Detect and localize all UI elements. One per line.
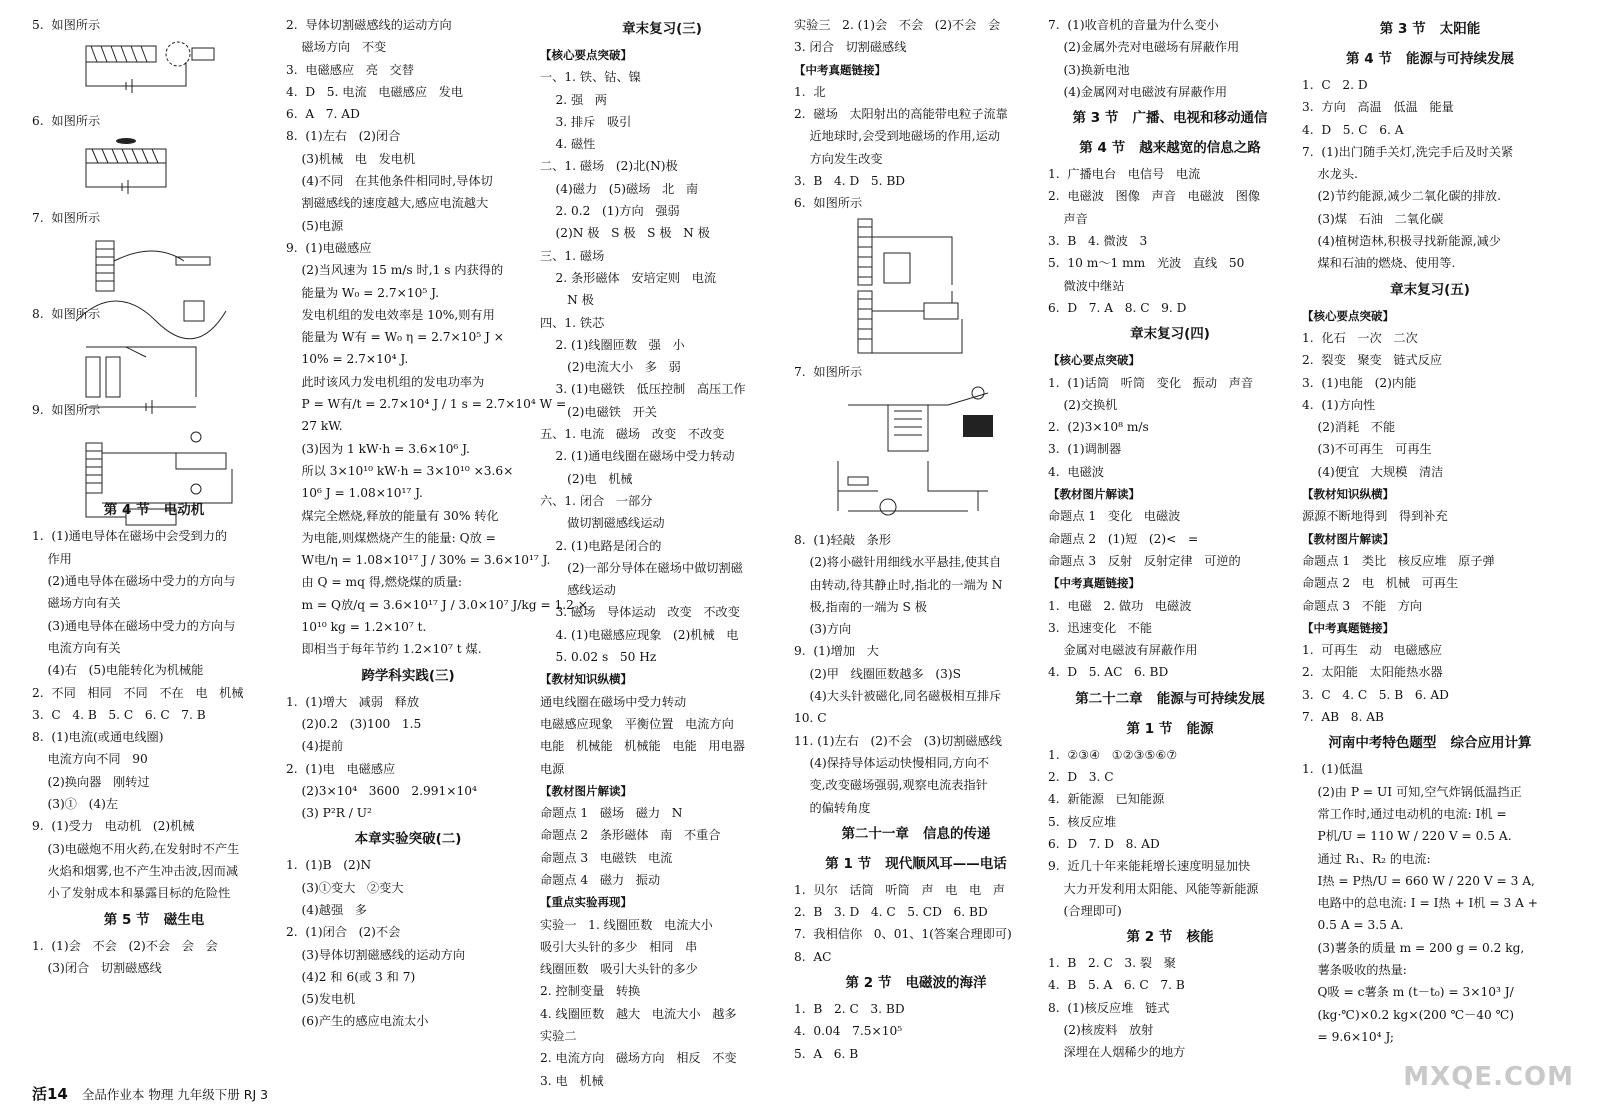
answer-line: 二、1. 磁场 (2)北(N)极 bbox=[540, 159, 678, 174]
answer-line: 所以 3×10¹⁰ kW·h = 3×10¹⁰ ×3.6× bbox=[286, 463, 514, 478]
answer-line: (3)机械 电 发电机 bbox=[286, 151, 416, 166]
answer-line: 8. (1)左右 (2)闭合 bbox=[286, 129, 401, 144]
answer-line: (2)0.2 (3)100 1.5 bbox=[286, 716, 422, 731]
answer-line: 命题点 1 类比 核反应堆 原子弹 bbox=[1302, 553, 1495, 568]
answer-line: 2. 条形磁体 安培定则 电流 bbox=[540, 270, 717, 285]
answer-line: 深埋在人烟稀少的地方 bbox=[1048, 1045, 1186, 1060]
answer-line: 通电线圈在磁场中受力转动 bbox=[540, 694, 687, 709]
answer-line: (2)电磁铁 开关 bbox=[540, 404, 657, 419]
answer-line: 9. (1)受力 电动机 (2)机械 bbox=[32, 819, 195, 834]
answer-line: 实验二 bbox=[540, 1029, 577, 1044]
answer-line: 4. 磁性 bbox=[540, 137, 596, 152]
answer-line: 3. 迅速变化 不能 bbox=[1048, 620, 1153, 635]
answer-line: W电/η = 1.08×10¹⁷ J / 30% = 3.6×10¹⁷ J. bbox=[286, 553, 551, 568]
answer-line: (合理即可) bbox=[1048, 903, 1122, 918]
answer-line: 3. (1)电磁铁 低压控制 高压工作 bbox=[540, 382, 746, 397]
answer-line: 命题点 2 (1)短 (2)< = bbox=[1048, 531, 1199, 546]
answer-line: 1. (1)话筒 听筒 变化 振动 声音 bbox=[1048, 375, 1254, 390]
answer-line: 2. (1)电路是闭合的 bbox=[540, 538, 662, 553]
answer-line: m = Q放/q = 3.6×10¹⁷ J / 3.0×10⁷ J/kg = 1.2 × bbox=[286, 597, 589, 612]
answer-line: 6. 如图所示 bbox=[32, 114, 101, 129]
answer-line: 3. B 4. D 5. BD bbox=[794, 174, 906, 189]
section-heading: 章末复习(四) bbox=[1130, 326, 1210, 343]
answer-line: 2. 0.2 (1)方向 强弱 bbox=[540, 204, 680, 219]
answer-line: 4. (1)电磁感应现象 (2)机械 电 bbox=[540, 627, 739, 642]
section-heading: 第 4 节 电动机 bbox=[103, 502, 205, 519]
section-tag: 【教材图片解读】 bbox=[1048, 487, 1140, 502]
answer-line: 1. B 2. C 3. 裂 聚 bbox=[1048, 956, 1176, 971]
section-tag: 【核心要点突破】 bbox=[1048, 353, 1140, 368]
section-heading: 第二十二章 能源与可持续发展 bbox=[1075, 690, 1265, 707]
answer-line: 4. B 5. A 6. C 7. B bbox=[1048, 978, 1185, 993]
answer-line: 1. (1)通电导体在磁场中会受到力的 bbox=[32, 529, 228, 544]
answer-line: 1. C 2. D bbox=[1302, 78, 1368, 92]
answer-line: 命题点 3 不能 方向 bbox=[1302, 598, 1423, 613]
answer-line: 实验一 1. 线圈匝数 电流大小 bbox=[540, 917, 713, 932]
answer-line: 2. (1)线圈匝数 强 小 bbox=[540, 337, 685, 352]
answer-line: 命题点 3 反射 反射定律 可逆的 bbox=[1048, 553, 1241, 568]
figure-diagram bbox=[66, 423, 276, 493]
figure-diagram bbox=[828, 457, 1038, 527]
section-heading: 第 3 节 太阳能 bbox=[1379, 21, 1481, 37]
answer-line: 6. 如图所示 bbox=[794, 196, 863, 211]
answer-line: (3)不可再生 可再生 bbox=[1302, 442, 1432, 457]
answer-line: (2)换向器 刚转过 bbox=[32, 774, 150, 789]
answer-column bbox=[540, 14, 784, 1092]
section-tag: 【中考真题链接】 bbox=[1048, 576, 1140, 591]
answer-line: 3. C 4. B 5. C 6. C 7. B bbox=[32, 707, 206, 722]
answer-line: = 9.6×10⁴ J; bbox=[1302, 1029, 1394, 1044]
answer-line: 微波中继站 bbox=[1048, 278, 1125, 293]
section-tag: 【教材知识纵横】 bbox=[1302, 487, 1394, 502]
answer-line: 2. (1)通电线圈在磁场中受力转动 bbox=[540, 449, 735, 464]
answer-line: 2. (1)电 电磁感应 bbox=[286, 761, 396, 776]
answer-line: 9. (1)增加 大 bbox=[794, 644, 879, 659]
answer-line: I热 = P热/U = 660 W / 220 V = 3 A, bbox=[1302, 873, 1535, 888]
answer-line: 6. D 7. D 8. AD bbox=[1048, 836, 1160, 851]
answer-line: 五、1. 电流 磁场 改变 不改变 bbox=[540, 427, 725, 442]
answer-line: (4)大头针被磁化,同名磁极相互排斥 bbox=[794, 689, 1002, 704]
answer-line: 此时该风力发电机组的发电功率为 bbox=[286, 374, 485, 389]
answer-line: 源源不断地得到 得到补充 bbox=[1302, 509, 1448, 524]
section-tag: 【教材图片解读】 bbox=[1302, 531, 1394, 546]
answer-line: 火焰和烟雾,也不产生冲击波,因而减 bbox=[32, 863, 239, 878]
answer-line: 7. 我相信你 0、01、1(答案合理即可) bbox=[794, 927, 1012, 942]
section-tag: 【教材图片解读】 bbox=[540, 783, 632, 798]
book-info: 全品作业本 物理 九年级下册 RJ 3 bbox=[81, 1087, 269, 1102]
answer-line: 水龙头. bbox=[1302, 167, 1358, 182]
answer-column bbox=[794, 14, 1038, 1065]
answer-line: 薯条吸收的热量: bbox=[1302, 962, 1407, 977]
answer-line: 电流方向不同 90 bbox=[32, 752, 148, 767]
answer-line: (2)交换机 bbox=[1048, 397, 1118, 412]
answer-line: 8. 如图所示 bbox=[32, 306, 101, 321]
section-tag: 【中考真题链接】 bbox=[794, 62, 886, 77]
answer-line: 10⁶ J = 1.08×10¹⁷ J. bbox=[286, 486, 423, 501]
answer-line: (kg·℃)×0.2 kg×(200 ℃－40 ℃) bbox=[1302, 1007, 1515, 1022]
answer-line: (2)节约能源,减少二氧化碳的排放. bbox=[1302, 189, 1501, 204]
section-heading: 章末复习(三) bbox=[622, 21, 702, 37]
answer-line: 即相当于每年节约 1.2×10⁷ t 煤. bbox=[286, 642, 482, 657]
answer-line: 2. (1)闭合 (2)不会 bbox=[286, 925, 401, 940]
answer-line: N 极 bbox=[540, 293, 594, 308]
answer-line: (3)闭合 切割磁感线 bbox=[32, 960, 162, 975]
section-heading: 第 2 节 电磁波的海洋 bbox=[845, 975, 987, 992]
answer-line: 4. D 5. C 6. A bbox=[1302, 122, 1404, 137]
answer-line: (2)由 P = UI 可知,空气炸锅低温挡正 bbox=[1302, 784, 1522, 799]
figure-diagram bbox=[66, 38, 276, 108]
answer-line: 8. (1)电流(或通电线圈) bbox=[32, 730, 164, 745]
answer-line: (3)通电导体在磁场中受力的方向与 bbox=[32, 618, 236, 633]
answer-line: 4. 电磁波 bbox=[1048, 464, 1104, 479]
answer-line: 5. 10 m～1 mm 光波 直线 50 bbox=[1048, 256, 1245, 271]
answer-line: 2. B 3. D 4. C 5. CD 6. BD bbox=[794, 905, 988, 920]
figure-diagram bbox=[828, 385, 1038, 455]
section-heading: 第 4 节 能源与可持续发展 bbox=[1346, 51, 1514, 67]
answer-line: 11. (1)左右 (2)不会 (3)切割磁感线 bbox=[794, 733, 1002, 748]
answer-line: (4)保持导体运动快慢相同,方向不 bbox=[794, 755, 990, 770]
answer-line: 3. 电 机械 bbox=[540, 1073, 604, 1088]
section-heading: 跨学科实践(三) bbox=[361, 667, 455, 684]
answer-line: 7. 如图所示 bbox=[32, 210, 101, 225]
answer-line: 8. (1)核反应堆 链式 bbox=[1048, 1000, 1170, 1015]
answer-line: 3. C 4. C 5. B 6. AD bbox=[1302, 687, 1449, 702]
section-tag: 【核心要点突破】 bbox=[1302, 308, 1394, 323]
answer-line: (4)不同 在其他条件相同时,导体切 bbox=[286, 174, 493, 189]
section-heading: 本章实验突破(二) bbox=[354, 831, 462, 848]
answer-line: 煤和石油的燃烧、使用等. bbox=[1302, 256, 1456, 271]
answer-line: 4. 新能源 已知能源 bbox=[1048, 792, 1165, 807]
answer-line: 5. 如图所示 bbox=[32, 18, 101, 32]
section-tag: 【中考真题链接】 bbox=[1302, 620, 1394, 635]
answer-line: (3)薯条的质量 m = 200 g = 0.2 kg, bbox=[1302, 940, 1525, 955]
answer-line: 3. B 4. 微波 3 bbox=[1048, 234, 1148, 249]
answer-line: 2. 电磁波 图像 声音 电磁波 图像 bbox=[1048, 189, 1261, 204]
answer-line: 4. (1)方向性 bbox=[1302, 397, 1376, 412]
answer-line: (6)产生的感应电流太小 bbox=[286, 1014, 429, 1029]
answer-line: (2)将小磁针用细线水平悬挂,使其自 bbox=[794, 555, 1002, 570]
answer-line: 由 Q = mq 得,燃烧煤的质量: bbox=[286, 575, 463, 590]
answer-line: (4)越强 多 bbox=[286, 902, 367, 917]
answer-line: (4)磁力 (5)磁场 北 南 bbox=[540, 181, 699, 196]
answer-line: 9. (1)电磁感应 bbox=[286, 240, 372, 255]
answer-line: (4)金属网对电磁波有屏蔽作用 bbox=[1048, 84, 1228, 99]
answer-line: 7. (1)收音机的音量为什么变小 bbox=[1048, 18, 1219, 32]
answer-line: 5. 0.02 s 50 Hz bbox=[540, 650, 657, 665]
answer-line: 3. 闭合 切割磁感线 bbox=[794, 40, 907, 55]
answer-line: 磁场方向有关 bbox=[32, 596, 121, 611]
answer-line: (2)通电导体在磁场中受力的方向与 bbox=[32, 574, 236, 589]
answer-line: 5. A 6. B bbox=[794, 1046, 859, 1061]
answer-line: 3. 方向 高温 低温 能量 bbox=[1302, 100, 1454, 115]
answer-line: 1. (1)低温 bbox=[1302, 762, 1364, 777]
answer-line: (3)电磁炮不用火药,在发射时不产生 bbox=[32, 841, 240, 856]
answer-line: 电能 机械能 机械能 电能 用电器 bbox=[540, 739, 745, 754]
answer-line: (5)发电机 bbox=[286, 992, 356, 1007]
answer-line: (4)便宜 大规模 清洁 bbox=[1302, 464, 1444, 479]
answer-line: 2. 导体切割磁感线的运动方向 bbox=[286, 18, 452, 32]
answer-line: 7. AB 8. AB bbox=[1302, 710, 1385, 725]
answer-line: 9. 近几十年来能耗增长速度明显加快 bbox=[1048, 859, 1251, 874]
answer-line: P = W有/t = 2.7×10⁴ J / 1 s = 2.7×10⁴ W = bbox=[286, 397, 567, 412]
answer-line: 常工作时,通过电动机的电流: I机 = bbox=[1302, 806, 1507, 821]
answer-line: (3)方向 bbox=[794, 622, 852, 637]
answer-line: 实验三 2. (1)会 不会 (2)不会 会 bbox=[794, 18, 1001, 32]
section-heading: 第 4 节 越来越宽的信息之路 bbox=[1079, 140, 1261, 157]
answer-line: 作用 bbox=[32, 551, 72, 566]
answer-line: (2)3×10⁴ 3600 2.991×10⁴ bbox=[286, 783, 477, 798]
answer-line: 9. 如图所示 bbox=[32, 403, 101, 418]
answer-line: 能量为 W有 = W₀ η = 2.7×10⁵ J × bbox=[286, 330, 504, 345]
answer-line: 1. (1)增大 减弱 释放 bbox=[286, 694, 420, 709]
answer-line: 的偏转角度 bbox=[794, 800, 871, 815]
answer-line: 煤完全燃烧,释放的能量有 30% 转化 bbox=[286, 508, 499, 523]
answer-line: 3. 排斥 吸引 bbox=[540, 114, 632, 129]
section-heading: 第 1 节 能源 bbox=[1126, 720, 1214, 737]
answer-line: (4)提前 bbox=[286, 739, 344, 754]
section-heading: 第 3 节 广播、电视和移动通信 bbox=[1072, 110, 1268, 127]
answer-line: 4. 线圈匝数 越大 电流大小 越多 bbox=[540, 1006, 737, 1021]
section-tag: 【核心要点突破】 bbox=[540, 48, 632, 62]
answer-line: 1. 广播电台 电信号 电流 bbox=[1048, 167, 1201, 182]
answer-line: 声音 bbox=[1048, 211, 1088, 226]
answer-line: 2. D 3. C bbox=[1048, 770, 1114, 785]
figure-diagram bbox=[828, 289, 1038, 359]
answer-line: (2)甲 线圈匝数越多 (3)S bbox=[794, 666, 961, 681]
answer-line: 3. 磁场 导体运动 改变 不改变 bbox=[540, 605, 740, 620]
answer-line: 1. B 2. C 3. BD bbox=[794, 1002, 905, 1017]
answer-line: 1. 化石 一次 二次 bbox=[1302, 330, 1418, 345]
answer-line: 7. (1)出门随手关灯,洗完手后及时关紧 bbox=[1302, 144, 1514, 159]
answer-line: 命题点 3 电磁铁 电流 bbox=[540, 850, 673, 865]
answer-line: 6. A 7. AD bbox=[286, 107, 360, 122]
answer-line: 2. 磁场 太阳射出的高能带电粒子流靠 bbox=[794, 107, 1008, 122]
answer-line: 由转动,待其静止时,指北的一端为 N bbox=[794, 577, 1003, 592]
answer-line: 电路中的总电流: I = I热 + I机 = 3 A + bbox=[1302, 896, 1539, 911]
answer-line: 4. D 5. 电流 电磁感应 发电 bbox=[286, 84, 464, 99]
answer-line: 2. 电流方向 磁场方向 相反 不变 bbox=[540, 1051, 737, 1066]
answer-line: (3)因为 1 kW·h = 3.6×10⁶ J. bbox=[286, 441, 470, 456]
section-heading: 第 1 节 现代顺风耳——电话 bbox=[825, 855, 1007, 872]
answer-line: 1. (1)会 不会 (2)不会 会 会 bbox=[32, 938, 218, 953]
answer-line: (3)①变大 ②变大 bbox=[286, 880, 404, 895]
answer-line: 磁场方向 不变 bbox=[286, 40, 387, 55]
answer-line: 1. 电磁 2. 做功 电磁波 bbox=[1048, 598, 1192, 613]
answer-line: (2)金属外壳对电磁场有屏蔽作用 bbox=[1048, 40, 1240, 55]
figure-diagram bbox=[66, 327, 276, 397]
answer-line: 方向发生改变 bbox=[794, 151, 883, 166]
answer-line: 2. 强 两 bbox=[540, 92, 607, 107]
answer-line: 命题点 2 电 机械 可再生 bbox=[1302, 576, 1459, 591]
answer-line: (2)当风速为 15 m/s 时,1 s 内获得的 bbox=[286, 263, 504, 278]
answer-line: 四、1. 铁芯 bbox=[540, 315, 605, 330]
answer-line: 电源 bbox=[540, 761, 565, 776]
section-heading: 第 2 节 核能 bbox=[1126, 929, 1214, 946]
answer-line: (4)右 (5)电能转化为机械能 bbox=[32, 663, 204, 678]
section-heading: 河南中考特色题型 综合应用计算 bbox=[1328, 735, 1532, 752]
answer-line: 1. 北 bbox=[794, 84, 826, 99]
answer-line: 0.5 A = 3.5 A. bbox=[1302, 918, 1404, 933]
answer-line: (3)煤 石油 二氧化碳 bbox=[1302, 211, 1444, 226]
answer-line: 4. D 5. AC 6. BD bbox=[1048, 665, 1169, 680]
answer-line: 1. 贝尔 话筒 听筒 声 电 电 声 bbox=[794, 882, 1005, 897]
page-footer bbox=[32, 1083, 268, 1104]
answer-line: 为电能,则煤燃烧产生的能量: Q放 = bbox=[286, 530, 496, 545]
section-tag: 【重点实验再现】 bbox=[540, 895, 632, 910]
answer-line: 2. 不同 相同 不同 不在 电 机械 bbox=[32, 685, 244, 700]
figure-diagram bbox=[828, 217, 1038, 287]
answer-line: 3. 电磁感应 亮 交替 bbox=[286, 62, 414, 77]
answer-line: 8. AC bbox=[794, 949, 832, 964]
answer-line: (3)换新电池 bbox=[1048, 62, 1130, 77]
answer-line: 通过 R₁、R₂ 的电流: bbox=[1302, 851, 1431, 866]
answer-line: 感线运动 bbox=[540, 583, 616, 598]
answer-line: 割磁感线的速度越大,感应电流越大 bbox=[286, 196, 489, 211]
answer-line: P机/U = 110 W / 220 V = 0.5 A. bbox=[1302, 829, 1512, 844]
answer-line: Q吸 = c薯条 m (t－t₀) = 3×10³ J/ bbox=[1302, 985, 1514, 1000]
answer-line: (4)2 和 6(或 3 和 7) bbox=[286, 969, 416, 984]
answer-line: 吸引大头针的多少 相同 串 bbox=[540, 939, 698, 954]
answer-line: 线圈匝数 吸引大头针的多少 bbox=[540, 962, 698, 977]
answer-line: 三、1. 磁场 bbox=[540, 248, 605, 263]
answer-line: 3. (1)电能 (2)内能 bbox=[1302, 375, 1417, 390]
watermark: MXQE.COM bbox=[1403, 1062, 1574, 1092]
answer-line: 10¹⁰ kg = 1.2×10⁷ t. bbox=[286, 620, 427, 635]
answer-line: (2)一部分导体在磁场中做切割磁 bbox=[540, 560, 743, 575]
figure-diagram bbox=[66, 135, 276, 205]
answer-line: 2. 控制变量 转换 bbox=[540, 984, 641, 999]
answer-line: (2)电流大小 多 弱 bbox=[540, 360, 681, 375]
answer-line: 六、1. 闭合 一部分 bbox=[540, 493, 653, 508]
answer-line: (3) P²R / U² bbox=[286, 806, 372, 821]
answer-line: (3)① (4)左 bbox=[32, 797, 119, 812]
answer-line: 1. 可再生 动 电磁感应 bbox=[1302, 643, 1443, 658]
answer-line: 3. (1)调制器 bbox=[1048, 442, 1122, 457]
answer-line: 4. 0.04 7.5×10⁵ bbox=[794, 1024, 903, 1039]
section-heading: 第二十一章 信息的传递 bbox=[841, 825, 991, 842]
page-number: 活14 bbox=[32, 1085, 68, 1103]
answer-line: 小了发射成本和暴露目标的危险性 bbox=[32, 886, 231, 901]
answer-line: 极,指南的一端为 S 极 bbox=[794, 599, 927, 614]
answer-line: 命题点 2 条形磁体 南 不重合 bbox=[540, 828, 721, 843]
answer-line: 大力开发利用太阳能、风能等新能源 bbox=[1048, 881, 1259, 896]
answer-column bbox=[32, 14, 276, 979]
answer-line: (5)电源 bbox=[286, 218, 344, 233]
answer-line: 10. C bbox=[794, 711, 827, 726]
answer-column bbox=[1048, 14, 1292, 1064]
answer-line: 电流方向有关 bbox=[32, 640, 121, 655]
answer-line: (2)核废料 放射 bbox=[1048, 1022, 1154, 1037]
answer-line: 发电机组的发电效率是 10%,则有用 bbox=[286, 307, 495, 322]
answer-line: 能量为 W₀ = 2.7×10⁵ J. bbox=[286, 285, 439, 300]
answer-line: 8. (1)轻敲 条形 bbox=[794, 532, 892, 547]
section-heading: 章末复习(五) bbox=[1390, 281, 1470, 298]
answer-line: (2)电 机械 bbox=[540, 471, 633, 486]
answer-line: 1. ②③④ ①②③⑤⑥⑦ bbox=[1048, 747, 1178, 762]
section-tag: 【教材知识纵横】 bbox=[540, 672, 632, 687]
answer-line: 6. D 7. A 8. C 9. D bbox=[1048, 300, 1187, 315]
section-heading: 第 5 节 磁生电 bbox=[103, 911, 205, 928]
answer-line: 2. 裂变 聚变 链式反应 bbox=[1302, 353, 1443, 368]
answer-line: (2)N 极 S 极 S 极 N 极 bbox=[540, 226, 710, 241]
answer-column bbox=[1302, 14, 1558, 1048]
answer-line: (3)导体切割磁感线的运动方向 bbox=[286, 947, 466, 962]
answer-line: 命题点 1 磁场 磁力 N bbox=[540, 806, 683, 821]
figure-diagram bbox=[66, 231, 276, 301]
answer-line: (2)消耗 不能 bbox=[1302, 420, 1396, 435]
answer-line: 变,改变磁场强弱,观察电流表指针 bbox=[794, 778, 988, 793]
answer-line: 命题点 1 变化 电磁波 bbox=[1048, 509, 1181, 524]
answer-line: 7. 如图所示 bbox=[794, 364, 863, 379]
answer-line: 27 kW. bbox=[286, 419, 343, 434]
answer-line: 1. (1)B (2)N bbox=[286, 858, 372, 873]
answer-line: 做切割磁感线运动 bbox=[540, 516, 665, 531]
answer-line: 5. 核反应堆 bbox=[1048, 814, 1117, 829]
answer-line: 2. 太阳能 太阳能热水器 bbox=[1302, 665, 1443, 680]
answer-line: 命题点 4 磁力 振动 bbox=[540, 872, 661, 887]
answer-line: 10% = 2.7×10⁴ J. bbox=[286, 352, 409, 367]
answer-line: 金属对电磁波有屏蔽作用 bbox=[1048, 643, 1198, 658]
answer-line: 一、1. 铁、钴、镍 bbox=[540, 70, 641, 85]
answer-line: 2. (2)3×10⁸ m/s bbox=[1048, 420, 1149, 435]
answer-line: (4)植树造林,积极寻找新能源,减少 bbox=[1302, 234, 1501, 249]
answer-line: 电磁感应现象 平衡位置 电流方向 bbox=[540, 716, 734, 731]
answer-line: 近地球时,会受到地磁场的作用,运动 bbox=[794, 129, 1001, 144]
